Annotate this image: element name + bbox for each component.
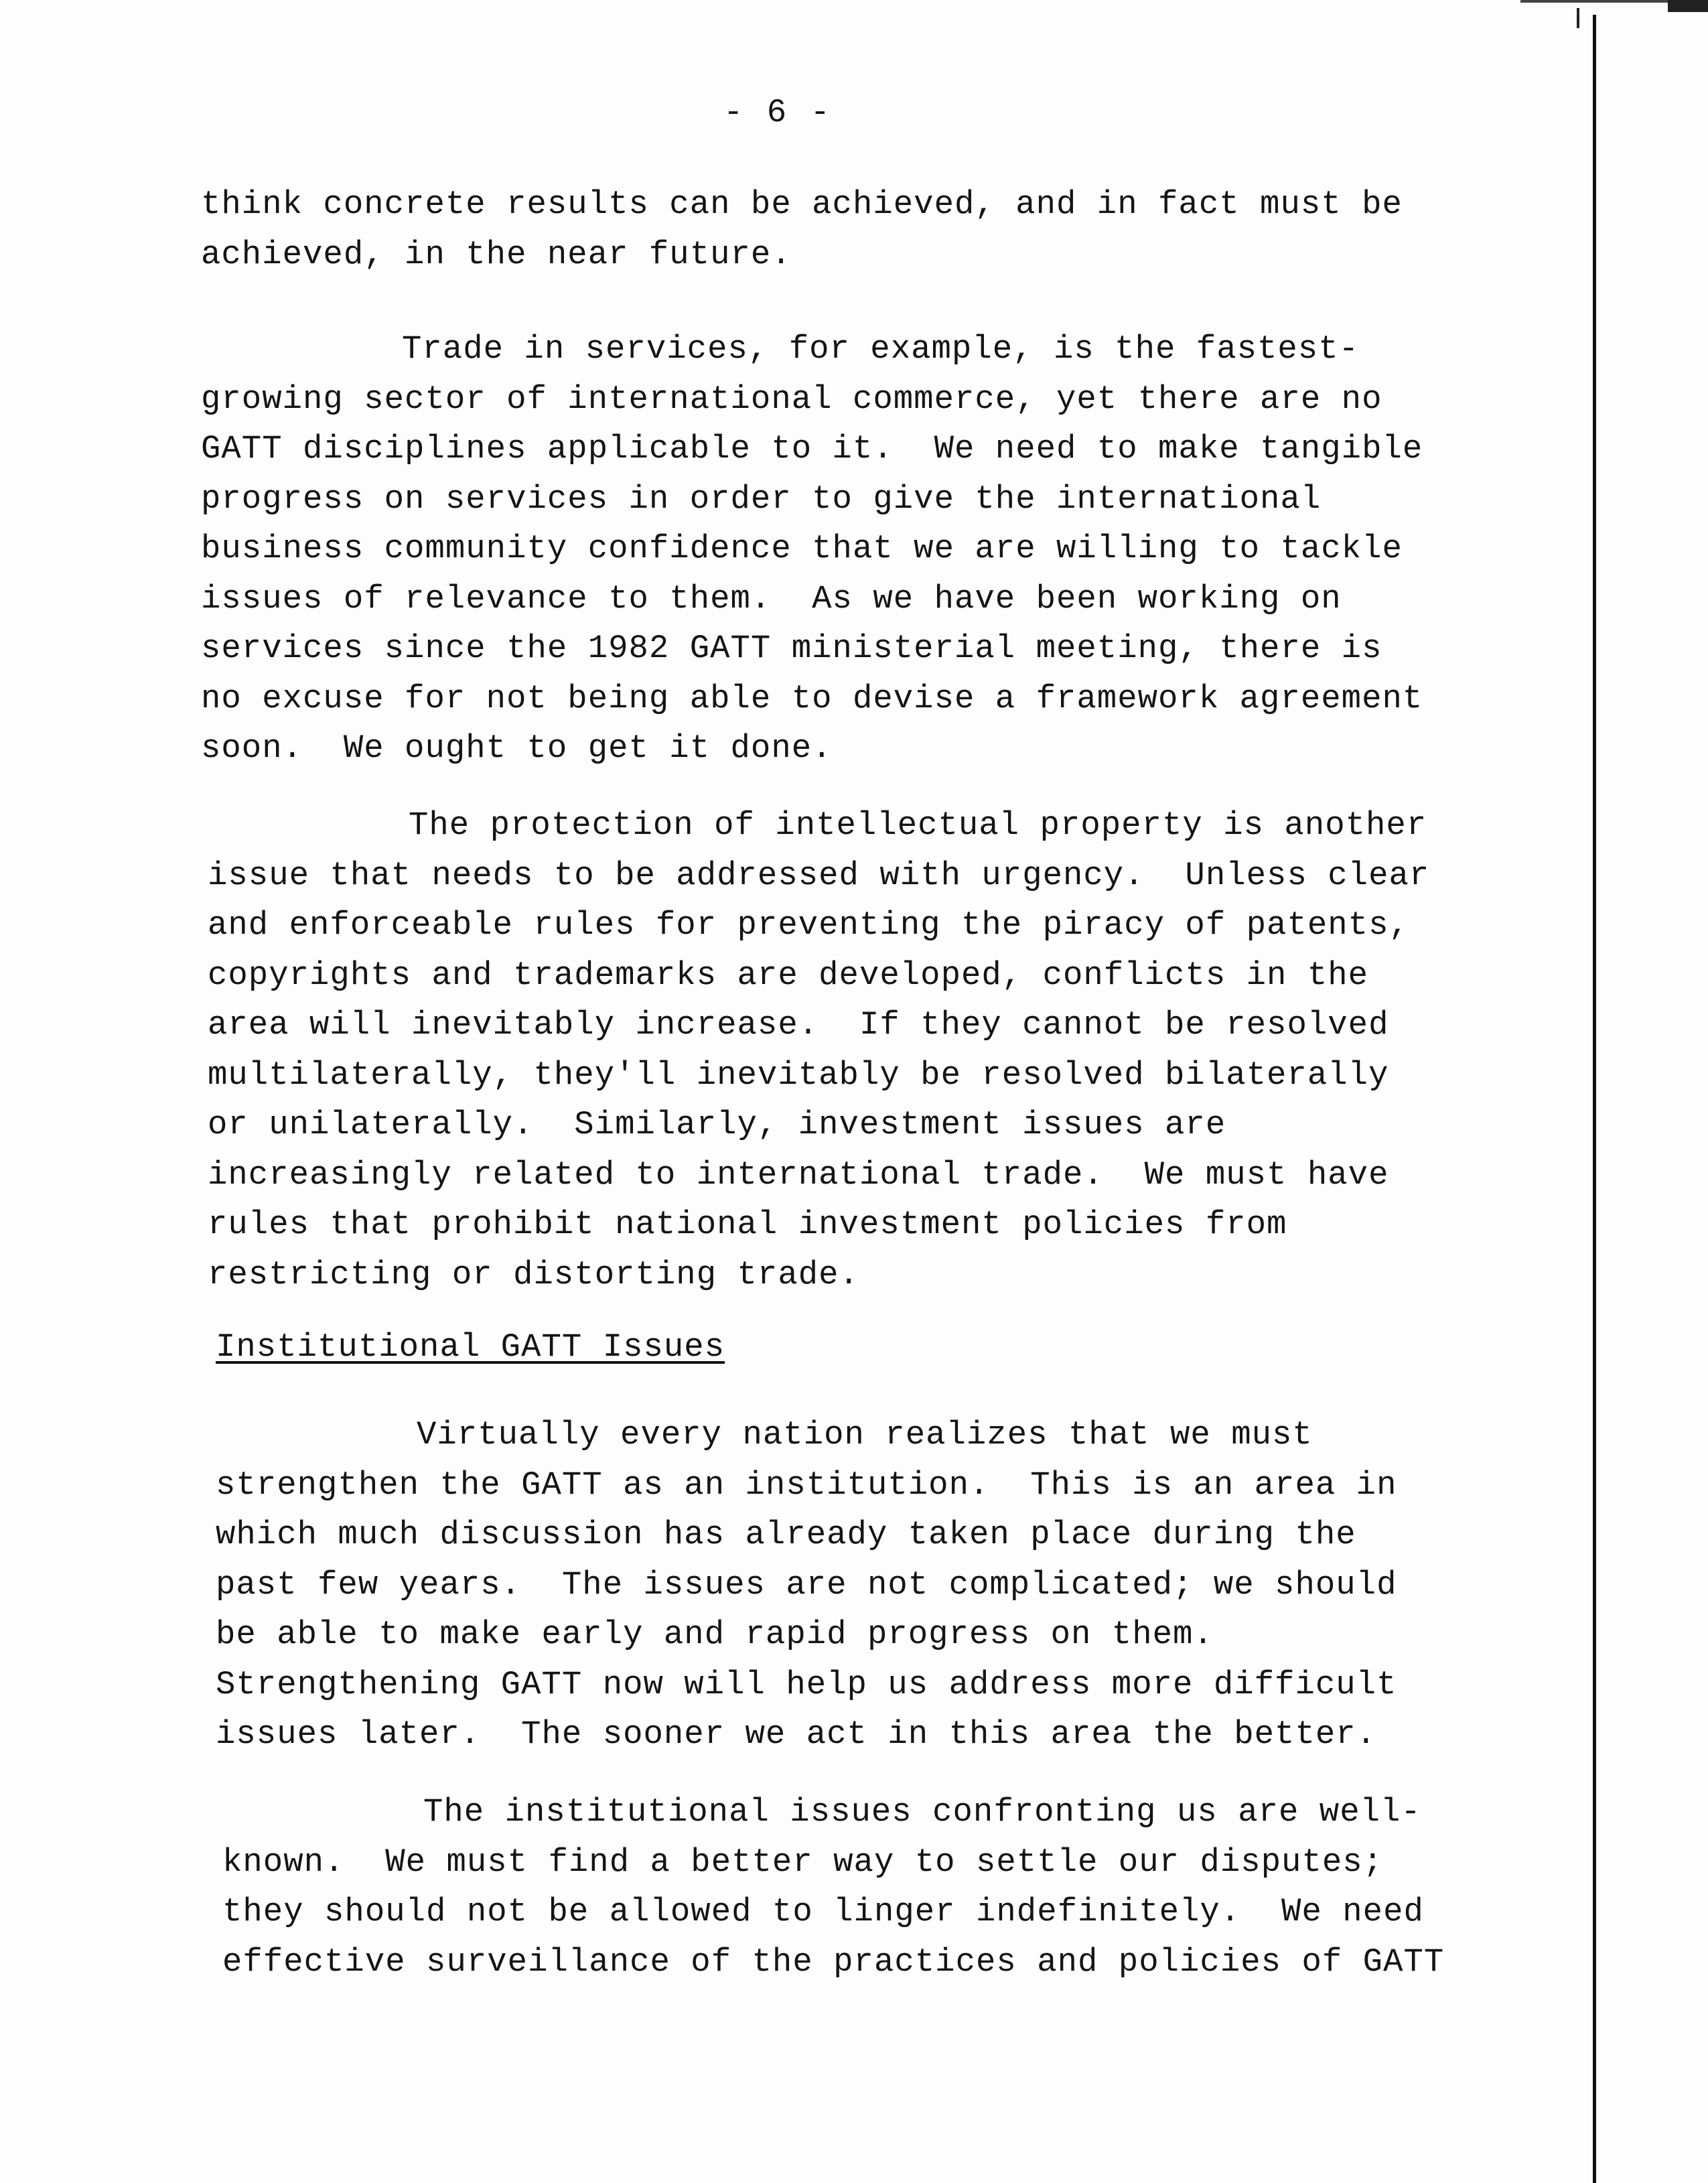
text-line: restricting or distorting trade. — [208, 1255, 859, 1293]
paragraph-1 — [201, 180, 1440, 279]
text-line: area will inevitably increase. If they cannot be resolved — [208, 1006, 1389, 1044]
text-line: think concrete results can be achieved, and in fact must be — [201, 186, 1403, 223]
text-line: Virtually every nation realizes that we must — [417, 1416, 1313, 1454]
text-line: rules that prohibit national investment policies from — [208, 1206, 1287, 1243]
text-line: past few years. The issues are not complicated; we should — [216, 1565, 1397, 1604]
text-line: Strengthening GATT now will help us address more difficult — [216, 1665, 1397, 1703]
text-line: issues later. The sooner we act in this area the better. — [216, 1715, 1377, 1753]
text-line: GATT disciplines applicable to it. We need to make tangible — [201, 430, 1423, 468]
paragraph-3 — [208, 800, 1447, 1299]
text-line: The protection of intellectual property is another — [409, 806, 1427, 844]
text-line: and enforceable rules for preventing the piracy of patents, — [208, 906, 1409, 944]
scan-corner-mark — [1668, 0, 1708, 12]
scan-edge-border — [1520, 0, 1708, 2183]
text-line: they should not be allowed to linger indefinitely. We need — [222, 1893, 1424, 1930]
text-line: multilaterally, they'll inevitably be resolved bilaterally — [208, 1056, 1389, 1094]
scan-tick-mark — [1577, 8, 1579, 28]
section-heading: Institutional GATT Issues — [216, 1328, 725, 1366]
text-line: effective surveillance of the practices and policies of GATT — [222, 1943, 1445, 1981]
paragraph-2 — [201, 324, 1440, 774]
text-line: no excuse for not being able to devise a framework agreement — [201, 679, 1423, 717]
text-line: soon. We ought to get it done. — [201, 729, 833, 767]
text-line: or unilaterally. Similarly, investment issues are — [208, 1106, 1226, 1143]
scan-vertical-rule — [1593, 15, 1596, 2183]
text-line: business community confidence that we are willing to tackle — [201, 530, 1403, 567]
text-line: strengthen the GATT as an institution. This is an area in — [216, 1466, 1397, 1504]
text-line: The institutional issues confronting us are well- — [423, 1793, 1421, 1831]
text-line: increasingly related to international trade. We must have — [208, 1155, 1389, 1194]
text-line: known. We must find a better way to settle our disputes; — [222, 1843, 1384, 1881]
text-line: Trade in services, for example, is the fastest- — [402, 330, 1360, 368]
text-line: copyrights and trademarks are developed, conflicts in the — [208, 956, 1369, 994]
paragraph-5 — [222, 1787, 1462, 1987]
text-line: which much discussion has already taken place during the — [216, 1516, 1356, 1553]
text-line: issue that needs to be addressed with urgency. Unless clear — [208, 856, 1430, 894]
text-line: services since the 1982 GATT ministerial meeting, there is — [201, 630, 1382, 667]
text-line: progress on services in order to give the international — [201, 480, 1322, 518]
page-number: - 6 - — [723, 94, 833, 131]
text-line: issues of relevance to them. As we have been working on — [201, 579, 1342, 618]
text-line: achieved, in the near future. — [201, 235, 792, 273]
scan-top-rule — [1520, 0, 1675, 3]
text-line: growing sector of international commerce, yet there are no — [201, 380, 1382, 418]
paragraph-4 — [216, 1410, 1455, 1760]
text-line: be able to make early and rapid progress on them. — [216, 1616, 1214, 1653]
